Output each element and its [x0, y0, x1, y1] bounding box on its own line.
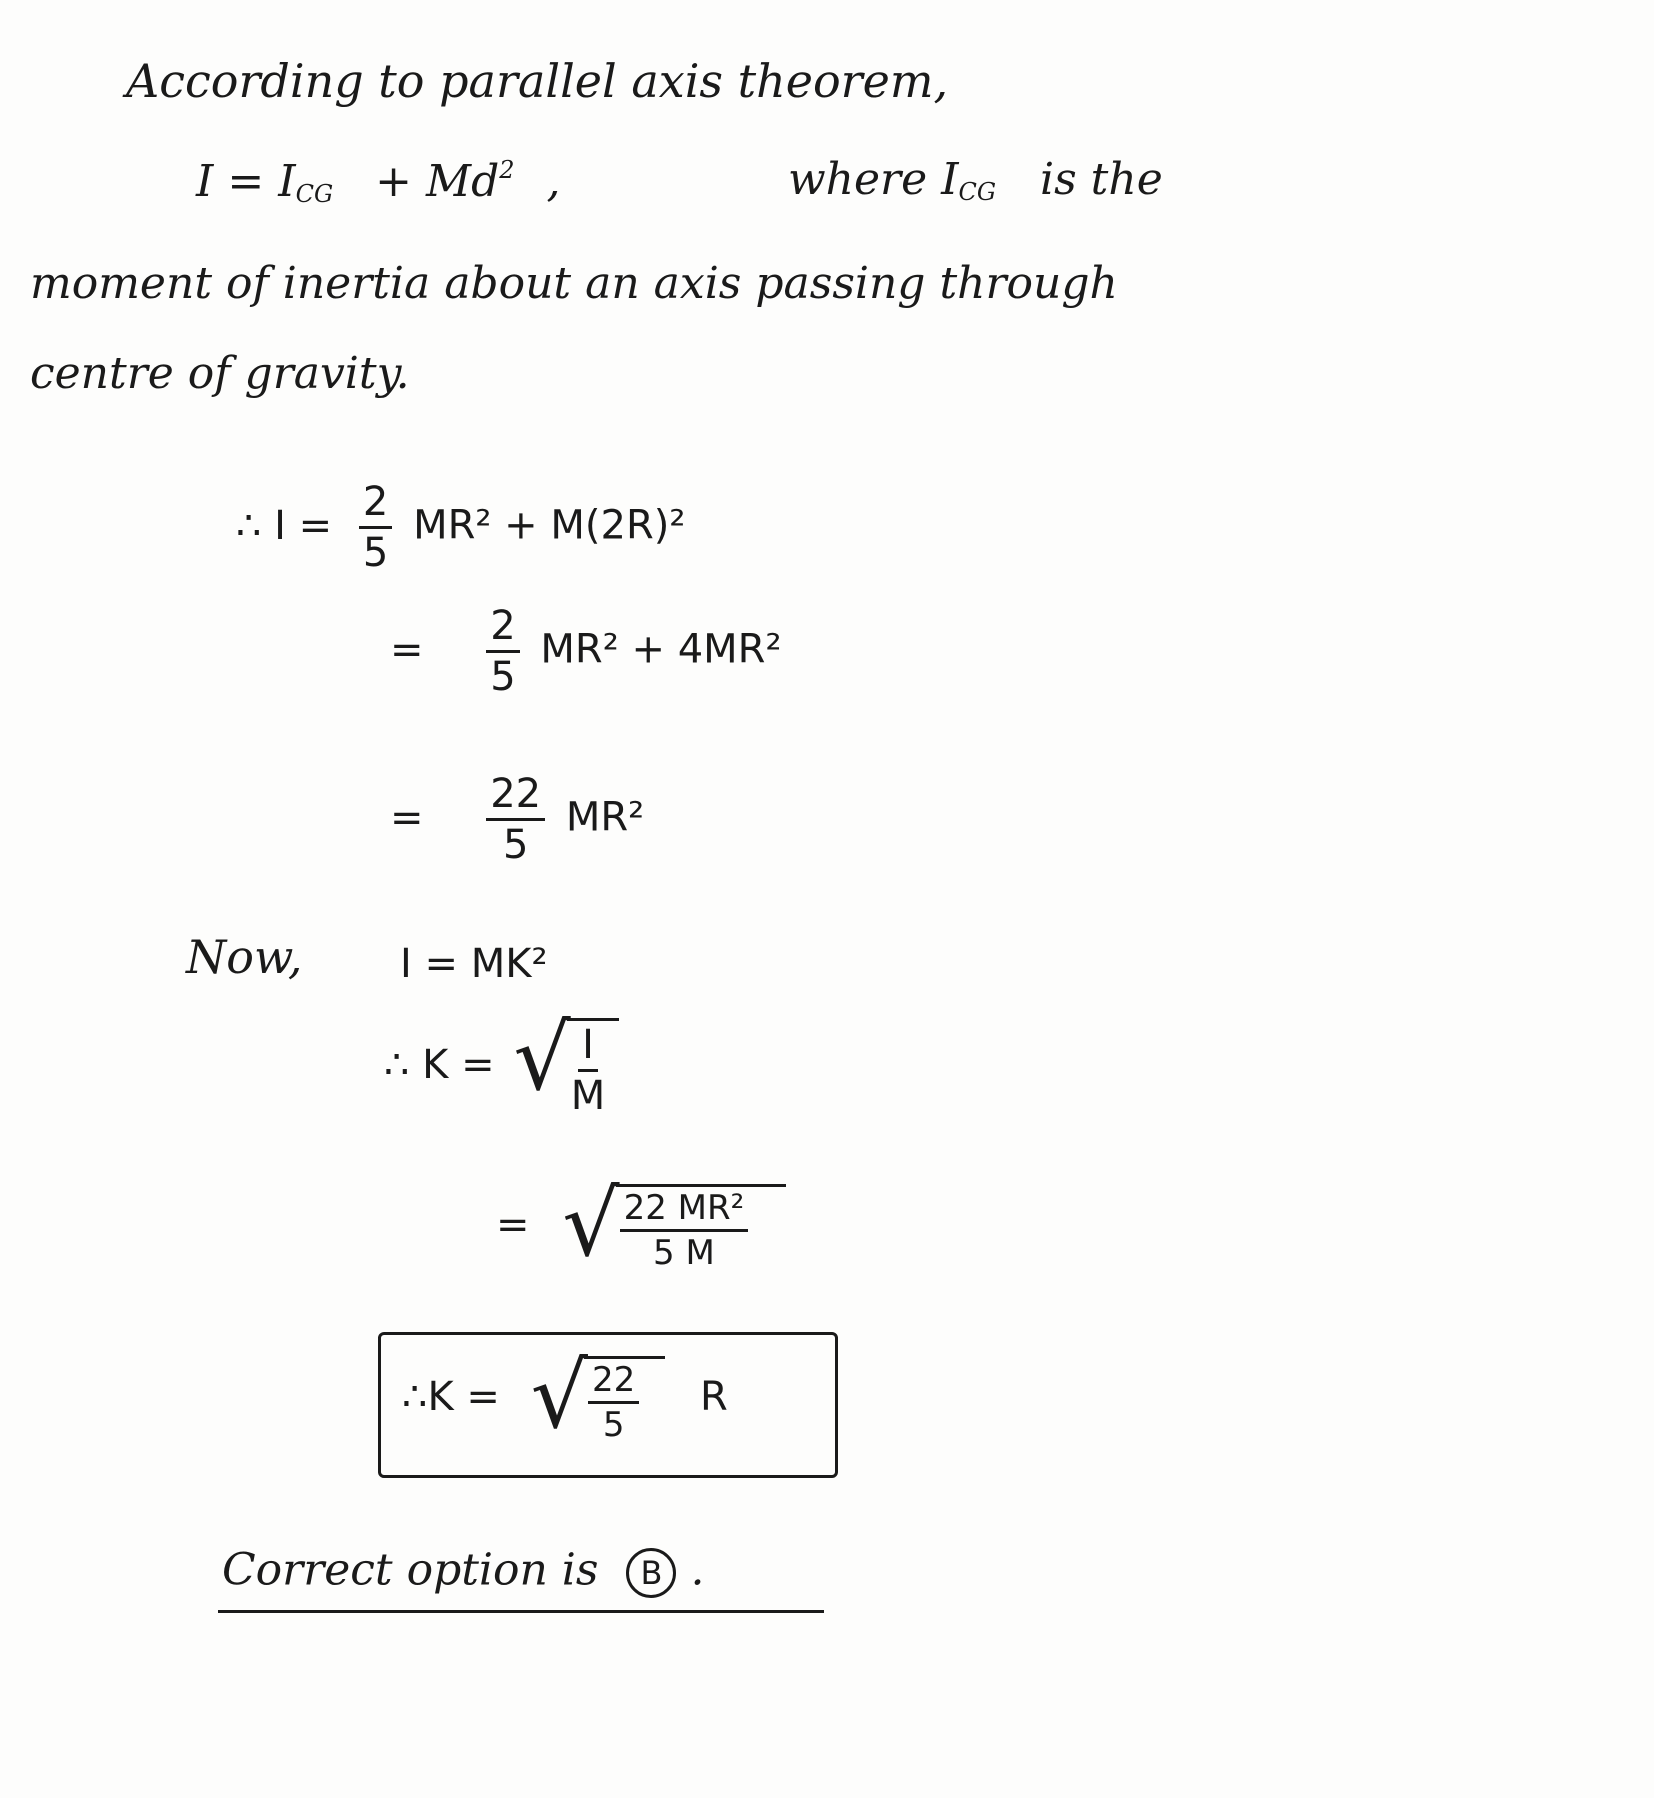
step-1-rest: MR² + M(2R)²: [413, 502, 686, 549]
conclusion-line: [222, 1544, 705, 1598]
k-sqrt-step: [384, 1006, 619, 1119]
final-square-root: [530, 1344, 666, 1449]
step-3: [390, 771, 645, 868]
k-square-root: [513, 1006, 619, 1119]
definition-end: centre of gravity.: [30, 348, 410, 399]
final-prefix: ∴K =: [402, 1374, 500, 1420]
intro-line-4: [30, 348, 410, 399]
now-text: Now,: [186, 930, 303, 984]
conclusion-text: Correct option is: [222, 1544, 599, 1596]
step-3-fraction-denominator: 5: [502, 822, 529, 868]
conclusion-underline: [218, 1610, 824, 1613]
k-substitution-root: [562, 1172, 786, 1277]
step-1-fraction-numerator: 2: [359, 482, 392, 529]
intro-where-clause: [788, 154, 1163, 206]
parallel-axis-formula-rhs: + Md: [375, 156, 500, 207]
k-substitution-step: [496, 1172, 786, 1277]
parallel-axis-formula-subscript: CG: [295, 180, 334, 208]
k-substitution-radicand: [616, 1184, 787, 1273]
radical-sign: √: [513, 1006, 571, 1111]
step-1-fraction-denominator: 5: [362, 530, 389, 576]
conclusion-period: .: [690, 1544, 705, 1596]
where-subscript: CG: [958, 178, 997, 206]
intro-formula-line: [196, 158, 561, 206]
step-2-rest: MR² + 4MR²: [540, 626, 782, 673]
now-label: [186, 930, 303, 984]
step-1-prefix: ∴ I =: [236, 502, 333, 549]
parallel-axis-formula-exponent: 2: [499, 156, 515, 184]
final-fraction-denominator: 5: [602, 1405, 625, 1445]
step-3-rest: MR²: [565, 794, 645, 841]
step-3-fraction-numerator: 22: [486, 774, 545, 821]
k-radicand: [567, 1018, 620, 1119]
step-2-fraction: [486, 603, 519, 700]
intro-line-1: [126, 54, 949, 108]
k-fraction: [570, 1022, 606, 1119]
step-2-equals: =: [390, 626, 424, 673]
final-suffix: R: [699, 1374, 728, 1420]
k-substitution-fraction: [620, 1188, 749, 1273]
final-fraction: [588, 1360, 639, 1445]
step-1: [236, 479, 686, 576]
step-3-fraction: [486, 771, 545, 868]
intro-line-3: [30, 258, 1118, 309]
where-tail: is the: [1040, 154, 1163, 205]
k-fraction-numerator: I: [578, 1025, 598, 1072]
step-1-fraction: [359, 479, 392, 576]
circled-option: B: [626, 1548, 676, 1598]
parallel-axis-formula-comma: ,: [546, 156, 561, 207]
final-fraction-numerator: 22: [588, 1363, 639, 1404]
inertia-gyration-relation: [400, 941, 548, 987]
radical-sign: √: [562, 1172, 620, 1277]
intro-heading: According to parallel axis theorem,: [126, 54, 949, 108]
k-substitution-numerator: 22 MR²: [620, 1191, 749, 1232]
final-answer: [402, 1344, 728, 1449]
where-text: where I: [788, 154, 959, 205]
k-prefix: ∴ K =: [384, 1042, 495, 1088]
step-2-fraction-numerator: 2: [486, 606, 519, 653]
step-2: [390, 603, 782, 700]
radical-sign: √: [530, 1344, 588, 1449]
k-fraction-denominator: M: [570, 1073, 606, 1119]
parallel-axis-formula-lhs: I = I: [196, 156, 296, 207]
k-substitution-equals: =: [496, 1202, 530, 1248]
inertia-gyration-equation: I = MK²: [400, 941, 548, 987]
step-2-fraction-denominator: 5: [490, 654, 516, 700]
final-radicand: [584, 1356, 665, 1445]
step-3-equals: =: [390, 794, 424, 841]
definition-text: moment of inertia about an axis passing through: [30, 258, 1118, 309]
k-substitution-denominator: 5 M: [653, 1233, 715, 1273]
